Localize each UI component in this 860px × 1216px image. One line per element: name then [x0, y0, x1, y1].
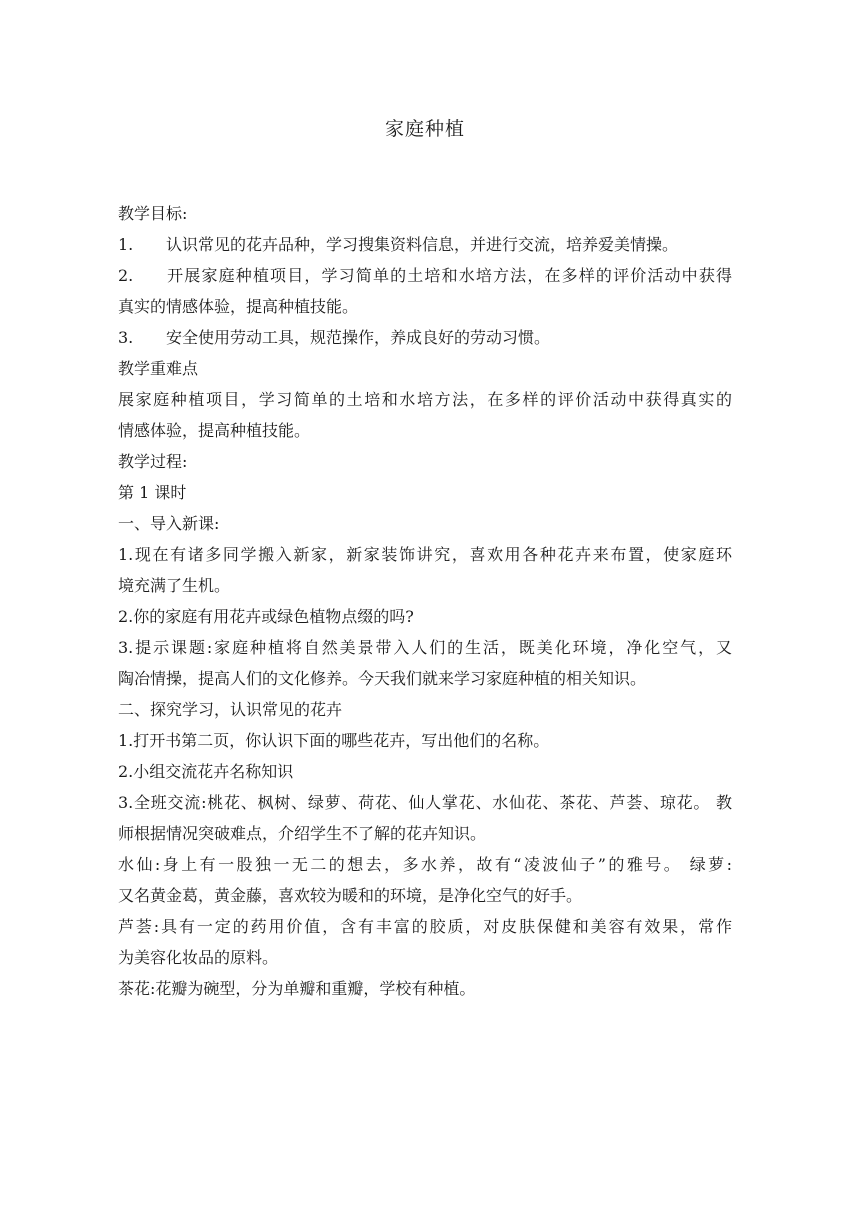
- line-text: 陶冶情操，提高人们的文化修养。今天我们就来学习家庭种植的相关知识。: [118, 669, 647, 688]
- line-text: 2.小组交流花卉名称知识: [118, 762, 294, 781]
- line-text: 1.现在有诸多同学搬入新家，新家装饰讲究，喜欢用各种花卉来布置，使家庭环: [118, 545, 732, 564]
- line-text: 教学目标:: [118, 204, 188, 223]
- paragraph-line: [118, 973, 732, 1004]
- paragraph-line: [118, 198, 732, 229]
- lesson-heading: [118, 477, 732, 508]
- objective-item: [118, 260, 732, 291]
- paragraph-line: [118, 663, 732, 694]
- line-text: 认识常见的花卉品种，学习搜集资料信息，并进行交流，培养爱美情操。: [166, 235, 679, 254]
- paragraph-line: [118, 725, 732, 756]
- section-heading: [118, 694, 732, 725]
- paragraph-line: [118, 632, 732, 663]
- line-text: 教学重难点: [118, 359, 199, 378]
- item-number: 3.: [118, 328, 134, 347]
- line-text: 安全使用劳动工具，规范操作，养成良好的劳动习惯。: [166, 328, 551, 347]
- paragraph-line: [118, 911, 732, 942]
- paragraph-line: [118, 601, 732, 632]
- line-text: 3.全班交流:桃花、枫树、绿萝、荷花、仙人掌花、水仙花、茶花、芦荟、琼花。 教: [118, 793, 732, 812]
- paragraph-line: [118, 415, 732, 446]
- paragraph-line: [118, 756, 732, 787]
- paragraph-line: [118, 291, 732, 322]
- paragraph-line: [118, 570, 732, 601]
- line-text: 教学过程:: [118, 452, 188, 471]
- line-text: 第 1 课时: [118, 483, 187, 502]
- paragraph-line: [118, 880, 732, 911]
- paragraph-line: [118, 818, 732, 849]
- line-text: 师根据情况突破难点，介绍学生不了解的花卉知识。: [118, 824, 487, 843]
- line-text: 情感体验，提高种植技能。: [118, 421, 311, 440]
- line-text: 境充满了生机。: [118, 576, 231, 595]
- paragraph-line: [118, 942, 732, 973]
- objective-item: [118, 229, 732, 260]
- line-text: 为美容化妆品的原料。: [118, 948, 279, 967]
- line-text: 又名黄金葛，黄金藤，喜欢较为暖和的环境，是净化空气的好手。: [118, 886, 583, 905]
- line-text: 3.提示课题:家庭种植将自然美景带入人们的生活，既美化环境，净化空气，又: [118, 638, 732, 657]
- paragraph-line: [118, 787, 732, 818]
- line-text: 2.你的家庭有用花卉或绿色植物点缀的吗?: [118, 607, 414, 626]
- line-text: 芦荟:具有一定的药用价值，含有丰富的胶质，对皮肤保健和美容有效果，常作: [118, 917, 732, 936]
- section-heading: [118, 508, 732, 539]
- paragraph-line: [118, 384, 732, 415]
- paragraph-line: [118, 539, 732, 570]
- item-number: 1.: [118, 235, 134, 254]
- section-heading: [118, 446, 732, 477]
- line-text: 1.打开书第二页，你认识下面的哪些花卉，写出他们的名称。: [118, 731, 550, 750]
- paragraph-line: [118, 849, 732, 880]
- line-text: 展家庭种植项目，学习简单的土培和水培方法，在多样的评价活动中获得真实的: [118, 390, 732, 409]
- line-text: 水仙:身上有一股独一无二的想去，多水养，故有“凌波仙子”的雅号。 绿萝:: [118, 855, 732, 874]
- line-text: 茶花:花瓣为碗型，分为单瓣和重瓣，学校有种植。: [118, 979, 476, 998]
- line-text: 二、探究学习，认识常见的花卉: [118, 700, 343, 719]
- page-title: 家庭种植: [384, 118, 465, 140]
- item-number: 2.: [118, 266, 134, 285]
- document-body: [118, 198, 732, 1004]
- objective-item: [118, 322, 732, 353]
- section-heading: [118, 353, 732, 384]
- line-text: 开展家庭种植项目，学习简单的土培和水培方法，在多样的评价活动中获得: [166, 266, 732, 285]
- line-text: 真实的情感体验，提高种植技能。: [118, 297, 359, 316]
- line-text: 一、导入新课:: [118, 514, 220, 533]
